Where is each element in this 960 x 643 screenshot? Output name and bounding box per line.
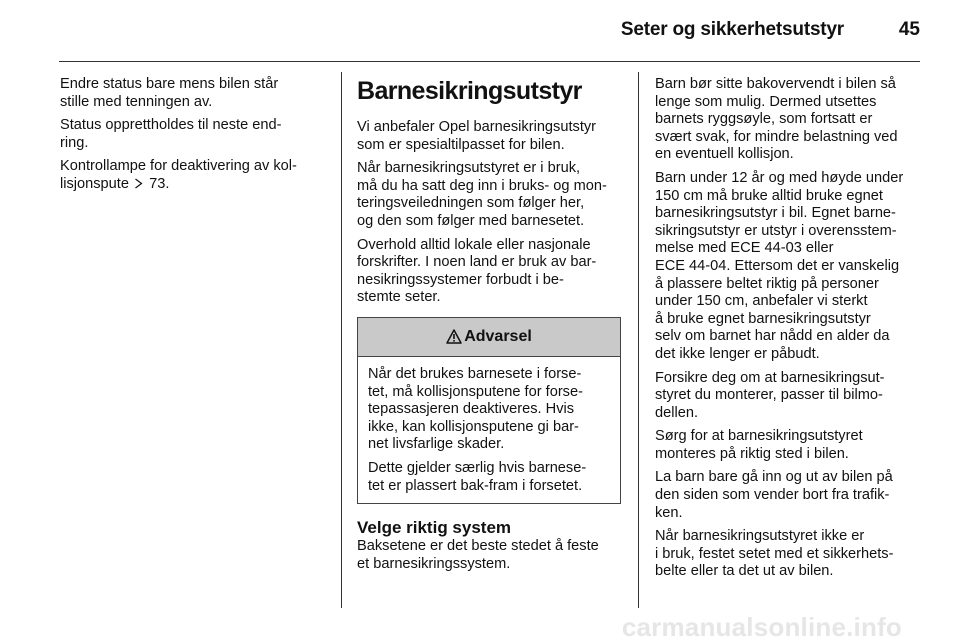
paragraph	[357, 160, 627, 230]
text-line: nesikringssystemer forbudt i be-	[357, 271, 564, 288]
text-line: Vi anbefaler Opel barnesikringsutstyr	[357, 119, 597, 135]
column-divider-1	[341, 72, 342, 608]
text-line: lenge som mulig. Dermed utsettes	[655, 93, 877, 110]
paragraph	[655, 76, 927, 164]
text-line: Når barnesikringsutstyret er i bruk,	[357, 160, 581, 177]
text-line: monteres på riktig sted i bilen.	[655, 445, 849, 462]
text-line: sikringsutstyr er utstyr i overensstem-	[655, 222, 897, 239]
warning-body	[358, 357, 620, 503]
text-line: Sørg for at barnesikringsutstyret	[655, 428, 863, 445]
text-line: Barn under 12 år og med høyde under	[655, 169, 904, 186]
paragraph	[60, 117, 330, 152]
paragraph	[655, 469, 927, 522]
paragraph	[655, 528, 927, 581]
text-line: Overhold alltid lokale eller nasjonale	[357, 236, 591, 253]
text-line: et barnesikringssystem.	[357, 555, 511, 572]
text-line: belte eller ta det ut av bilen.	[655, 563, 834, 580]
text-line: og den som følger med barnesetet.	[357, 212, 585, 229]
text-line: barnets ryggsøyle, som fortsatt er	[655, 111, 873, 128]
header-divider	[59, 61, 920, 62]
text-line: tepassasjeren deaktiveres. Hvis	[368, 401, 575, 418]
text-line: det ikke lenger er påbudt.	[655, 345, 820, 362]
text-line: Når det brukes barnesete i forse-	[368, 365, 582, 382]
text-line: forskrifter. I noen land er bruk av bar-	[357, 254, 597, 271]
text-line: under 150 cm, anbefaler vi sterkt	[655, 293, 868, 310]
column-divider-2	[638, 72, 639, 608]
text-line: La barn bare gå inn og ut av bilen på	[655, 469, 893, 486]
text-line: Forsikre deg om at barnesikringsut-	[655, 369, 885, 386]
text-line: den siden som vender bort fra trafik-	[655, 487, 890, 504]
warning-header	[358, 318, 620, 357]
text-line: ECE 44-04. Ettersom det er vanskelig	[655, 257, 900, 274]
text-line: teringsveiledningen som følger her,	[357, 195, 585, 212]
text-line: net livsfarlige skader.	[368, 436, 505, 453]
paragraph	[60, 158, 330, 193]
text-line: som er spesialtilpasset for bilen.	[357, 136, 565, 153]
text-line: barnesikringsutstyr i bil. Egnet barne-	[655, 205, 896, 222]
paragraph	[357, 538, 627, 573]
text-line: ken.	[655, 504, 683, 521]
text-line: stemte seter.	[357, 289, 441, 306]
paragraph	[368, 460, 610, 495]
paragraph	[655, 370, 927, 423]
text-line: Dette gjelder særlig hvis barnese-	[368, 459, 587, 476]
text-line: dellen.	[655, 404, 699, 421]
paragraph	[357, 119, 627, 154]
paragraph	[655, 428, 927, 463]
section-heading: Barnesikringsutstyr	[357, 77, 582, 105]
paragraph	[357, 237, 627, 307]
subsection-heading: Velge riktig system	[357, 518, 512, 538]
paragraph	[655, 170, 927, 364]
column-right	[655, 76, 927, 587]
text-line: svært svak, for mindre belastning ved	[655, 128, 898, 145]
paragraph	[368, 366, 610, 454]
text-line: å bruke egnet barnesikringsutstyr	[655, 310, 871, 327]
warning-box	[357, 317, 621, 504]
text-line: melse med ECE 44-03 eller	[655, 240, 834, 257]
page-reference[interactable]: 73.	[149, 175, 170, 192]
section-title: Seter og sikkerhetsutstyr	[620, 19, 844, 40]
text-line: tet, må kollisjonsputene for forse-	[368, 383, 583, 400]
warning-triangle-icon	[446, 329, 462, 344]
text-line: Endre status bare mens bilen står	[60, 76, 279, 92]
page-reference-arrow-icon	[134, 178, 143, 189]
text-line: tet er plassert bak-fram i forsetet.	[368, 477, 583, 494]
text-line-with-reference[interactable]	[60, 176, 330, 194]
page-number: 45	[898, 19, 920, 40]
text-line: stille med tenningen av.	[60, 93, 213, 110]
text-line: 150 cm må bruke alltid bruke egnet	[655, 187, 883, 204]
text-line: ikke, kan kollisjonsputene gi bar-	[368, 418, 579, 435]
text-line: styret du monterer, passer til bilmo-	[655, 387, 883, 404]
text-line: ring.	[60, 134, 89, 151]
text-line: å plassere beltet riktig på personer	[655, 275, 879, 292]
watermark: carmanualsonline.info	[621, 612, 902, 642]
text-line: må du ha satt deg inn i bruks- og mon-	[357, 177, 607, 194]
text-line: Barn bør sitte bakovervendt i bilen så	[655, 76, 896, 92]
text-fragment: lisjonspute	[60, 175, 129, 192]
text-line: en eventuell kollisjon.	[655, 146, 794, 163]
text-line: Status opprettholdes til neste end-	[60, 117, 282, 134]
text-line: Når barnesikringsutstyret ikke er	[655, 528, 865, 545]
text-line: selv om barnet har nådd en alder da	[655, 328, 890, 345]
text-line: Kontrollampe for deaktivering av kol-	[60, 158, 297, 175]
warning-title: Advarsel	[464, 328, 532, 346]
text-line: Baksetene er det beste stedet å feste	[357, 538, 599, 555]
text-line: i bruk, festet setet med et sikkerhets-	[655, 545, 894, 562]
paragraph	[60, 76, 330, 111]
column-middle	[357, 76, 627, 579]
column-left	[60, 76, 330, 200]
page-header	[0, 0, 960, 62]
